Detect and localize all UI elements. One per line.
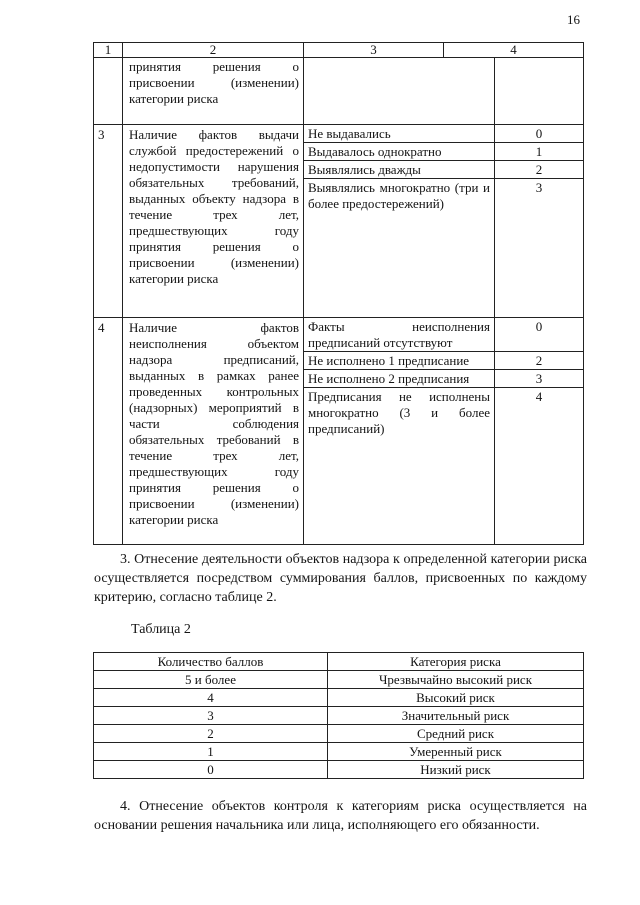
criteria-table bbox=[93, 42, 584, 545]
criterion-text: Наличие фактов выдачи службой предостережений о недопустимости нарушения обязательных требований, выданных объекту надзора в течение трех лет, предшествующих году принятия решения о присвоении (изменении) категории риска bbox=[123, 125, 304, 318]
table-row bbox=[94, 689, 584, 707]
option-text: Выдавалось однократно bbox=[304, 143, 495, 160]
paragraph-4 bbox=[94, 797, 587, 835]
option-text: Выявлялись многократно (три и более предостережений) bbox=[304, 179, 495, 317]
option-score: 2 bbox=[535, 162, 543, 177]
option-row bbox=[304, 161, 583, 179]
options-cell bbox=[304, 125, 584, 318]
option-text: Не выдавались bbox=[304, 125, 495, 142]
table-row bbox=[94, 761, 584, 779]
risk-category-table bbox=[93, 652, 584, 779]
header-col-4: 4 bbox=[444, 43, 584, 58]
option-text: Не исполнено 1 предписание bbox=[304, 352, 495, 369]
table-2-caption: Таблица 2 bbox=[131, 622, 191, 637]
score-cell: 1 bbox=[94, 743, 328, 761]
header-col-1: 1 bbox=[94, 43, 123, 58]
option-text: Выявлялись дважды bbox=[304, 161, 495, 178]
score-cell: 4 bbox=[94, 689, 328, 707]
option-row bbox=[304, 179, 583, 317]
table-row bbox=[94, 671, 584, 689]
option-score: 1 bbox=[535, 144, 543, 159]
row-number: 3 bbox=[94, 125, 123, 318]
category-cell: Умеренный риск bbox=[328, 743, 584, 761]
option-row bbox=[304, 143, 583, 161]
category-cell: Чрезвычайно высокий риск bbox=[328, 671, 584, 689]
paragraph-4-text: 4. Отнесение объектов контроля к категориям риска осуществляется на основании решения начальника или лица, исполняющего его обязанности. bbox=[94, 799, 587, 833]
options-cell bbox=[304, 58, 584, 125]
option-row bbox=[304, 318, 583, 352]
table-header-row bbox=[94, 43, 584, 58]
option-row bbox=[304, 352, 583, 370]
category-cell: Средний риск bbox=[328, 725, 584, 743]
criterion-text: Наличие фактов неисполнения объектом надзора предписаний, выданных в рамках ранее проведенных контрольных (надзорных) мероприятий в части соблюдения обязательных требований в течение трех лет, предшествующих году принятия решения о присвоении (изменении) категории риска bbox=[123, 318, 304, 545]
option-text: Факты неисполнения предписаний отсутствуют bbox=[304, 318, 495, 351]
page-number: 16 bbox=[567, 12, 580, 27]
row-number: 4 bbox=[94, 318, 123, 545]
header-category: Категория риска bbox=[328, 653, 584, 671]
score-cell: 3 bbox=[94, 707, 328, 725]
option-row bbox=[304, 370, 583, 388]
header-col-3: 3 bbox=[304, 43, 444, 58]
criterion-continuation: принятия решения о присвоении (изменении) категории риска bbox=[123, 58, 304, 125]
paragraph-3-text: 3. Отнесение деятельности объектов надзора к определенной категории риска осуществляется посредством суммирования баллов, присвоенных по каждому критерию, согласно таблице 2. bbox=[94, 552, 587, 605]
category-cell: Значительный риск bbox=[328, 707, 584, 725]
row-number-cell bbox=[94, 58, 123, 125]
blank-score-cell bbox=[495, 58, 583, 124]
option-score: 0 bbox=[535, 319, 543, 334]
blank-option-cell bbox=[304, 58, 495, 124]
option-row bbox=[304, 125, 583, 143]
table-row bbox=[94, 743, 584, 761]
options-cell bbox=[304, 318, 584, 545]
table-row bbox=[94, 318, 584, 545]
table-row bbox=[94, 707, 584, 725]
score-cell: 2 bbox=[94, 725, 328, 743]
table-header-row bbox=[94, 653, 584, 671]
table-row bbox=[94, 125, 584, 318]
score-cell: 5 и более bbox=[94, 671, 328, 689]
header-score: Количество баллов bbox=[94, 653, 328, 671]
table-row bbox=[94, 725, 584, 743]
option-score: 0 bbox=[535, 126, 543, 141]
table-row-continuation bbox=[94, 58, 584, 125]
option-text: Предписания не исполнены многократно (3 и более предписаний) bbox=[304, 388, 495, 544]
option-row bbox=[304, 388, 583, 544]
option-score: 3 bbox=[535, 371, 543, 386]
category-cell: Высокий риск bbox=[328, 689, 584, 707]
header-col-2: 2 bbox=[123, 43, 304, 58]
category-cell: Низкий риск bbox=[328, 761, 584, 779]
option-score: 3 bbox=[535, 180, 543, 195]
option-score: 2 bbox=[535, 353, 543, 368]
option-text: Не исполнено 2 предписания bbox=[304, 370, 495, 387]
option-score: 4 bbox=[535, 389, 543, 404]
score-cell: 0 bbox=[94, 761, 328, 779]
paragraph-3 bbox=[94, 550, 587, 607]
